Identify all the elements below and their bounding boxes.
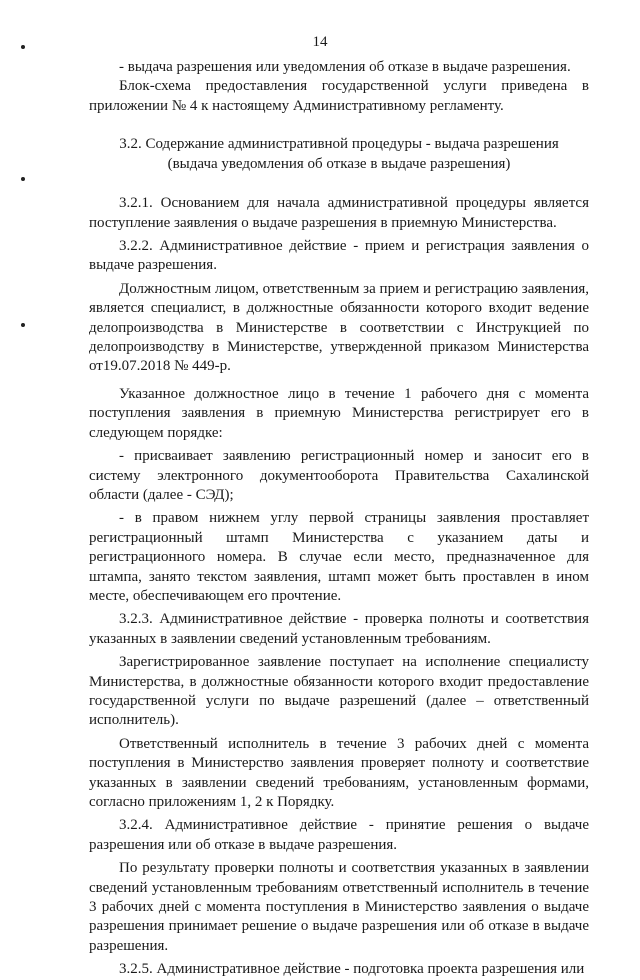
list-item: - присваивает заявлению регистрационный номер и заносит его в систему электронного документооборота Правительства Сахалинской области (далее - СЭД); bbox=[89, 448, 589, 503]
paragraph: 3.2.4. Административное действие - принятие решения о выдаче разрешения или об отказе в выдаче разрешения. bbox=[89, 817, 589, 853]
paragraph: Ответственный исполнитель в течение 3 рабочих дней с момента поступления в Министерство заявления проверяет полноту и соответствие указанных в заявлении сведений требованиям, установленным формами, согласно приложениям 1, 2 к Порядку. bbox=[89, 735, 589, 810]
document-body bbox=[89, 58, 589, 980]
paragraph: 3.2.2. Административное действие - прием и регистрация заявления о выдаче разрешения. bbox=[89, 238, 589, 274]
paragraph: Указанное должностное лицо в течение 1 рабочего дня с момента поступления заявления в приемную Министерства регистрирует его в следующем порядке: bbox=[89, 385, 589, 441]
scan-mark bbox=[21, 323, 25, 327]
paragraph: 3.2.3. Административное действие - проверка полноты и соответствия указанных в заявлении сведений установленным требованиям. bbox=[89, 611, 589, 647]
paragraph: Должностным лицом, ответственным за прием и регистрацию заявления, является специалист, в должностные обязанности которого входит ведение делопроизводства в Министерстве в соответствии с Инструкцией по делопроизводству в Министерстве, утвержденной приказом Министерства от19.07.2018 № 449-р. bbox=[89, 280, 589, 375]
paragraph: Блок-схема предоставления государственной услуги приведена в приложении № 4 к настоящему Административному регламенту. bbox=[89, 78, 589, 114]
paragraph: По результату проверки полноты и соответствия указанных в заявлении сведений установленным требованиям ответственный исполнитель в течение 3 рабочих дней с момента поступления в Министерство заявления о выдаче разрешения принимает решение о выдаче разрешения или об отказе в выдаче разрешения. bbox=[89, 860, 589, 954]
paragraph: 3.2.5. Административное действие - подготовка проекта разрешения или bbox=[119, 961, 585, 978]
list-item: - в правом нижнем углу первой страницы заявления проставляет регистрационный штамп Министерства с указанием даты и регистрационного номера. В случае если место, предназначенное для штампа, занято текстом заявления, штамп может быть проставлен в ином месте, обеспечивающем его прочтение. bbox=[89, 510, 589, 604]
paragraph: Зарегистрированное заявление поступает на исполнение специалисту Министерства, в должностные обязанности которого входит предоставление государственной услуги по выдаче разрешений (далее – ответственный исполнитель). bbox=[89, 654, 589, 729]
section-heading bbox=[89, 134, 589, 174]
paragraph: 3.2.1. Основанием для начала административной процедуры является поступление заявления о выдаче разрешения в приемную Министерства. bbox=[89, 195, 589, 231]
scan-mark bbox=[21, 177, 25, 181]
page-number: 14 bbox=[312, 34, 328, 50]
section-heading-line: 3.2. Содержание административной процедуры - выдача разрешения bbox=[119, 136, 559, 153]
section-heading-line: (выдача уведомления об отказе в выдаче разрешения) bbox=[167, 156, 511, 173]
paragraph: - выдача разрешения или уведомления об отказе в выдаче разрешения. bbox=[119, 59, 571, 75]
